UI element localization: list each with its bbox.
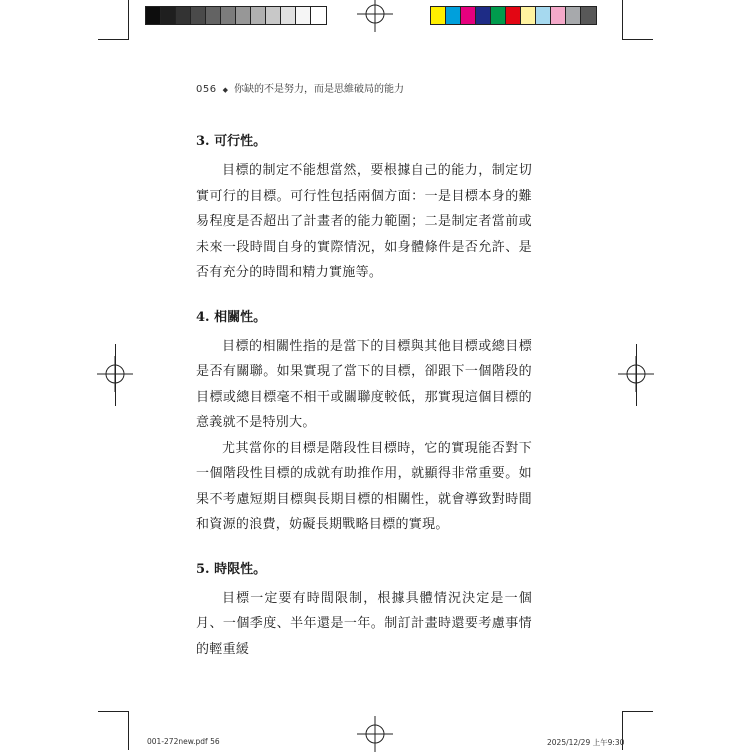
paragraph: 目標的制定不能想當然，要根據自己的能力，制定切實可行的目標。可行性包括兩個方面：一是目標本身的難易程度是否超出了計畫者的能力範圍；二是制定者當前或未來一段時間自身的實際情況，如身體條件是否允許、是否有充分的時間和精力實施等。 xyxy=(196,163,532,280)
section-heading: 4. 相關性。 xyxy=(196,309,267,325)
crop-mark-bottom-left-v xyxy=(128,711,129,750)
book-title: 你缺的不是努力，而是思維破局的能力 xyxy=(233,84,404,95)
color-calibration-bar xyxy=(430,6,597,25)
color-swatch xyxy=(446,7,461,24)
registration-line-left xyxy=(115,344,116,406)
registration-target-bottom-icon xyxy=(357,716,393,752)
crop-mark-top-left-v xyxy=(128,0,129,40)
gray-swatch xyxy=(206,7,221,24)
gray-swatch xyxy=(146,7,161,24)
color-swatch xyxy=(566,7,581,24)
color-swatch xyxy=(431,7,446,24)
gray-swatch xyxy=(311,7,326,24)
section-heading: 5. 時限性。 xyxy=(196,561,267,577)
running-header xyxy=(196,80,404,95)
gray-swatch xyxy=(281,7,296,24)
gray-swatch xyxy=(191,7,206,24)
grayscale-calibration-bar xyxy=(145,6,327,25)
registration-target-top-icon xyxy=(357,0,393,32)
registration-line-right xyxy=(636,344,637,406)
file-slug: 001-272new.pdf 56 xyxy=(147,737,220,746)
date-slug: 2025/12/29 上午9:30 xyxy=(547,738,625,747)
gray-swatch xyxy=(236,7,251,24)
gray-swatch xyxy=(251,7,266,24)
crop-mark-top-left-h xyxy=(98,39,129,40)
color-swatch xyxy=(521,7,536,24)
gray-swatch xyxy=(176,7,191,24)
color-swatch xyxy=(551,7,566,24)
crop-mark-bottom-right-h xyxy=(622,711,653,712)
color-swatch xyxy=(476,7,491,24)
color-swatch xyxy=(461,7,476,24)
crop-mark-top-right-h xyxy=(622,39,653,40)
color-swatch xyxy=(536,7,551,24)
paragraph: 目標一定要有時間限制，根據具體情況決定是一個月、一個季度、半年還是一年。制訂計畫時還要考慮事情的輕重緩 xyxy=(196,590,532,657)
color-swatch xyxy=(581,7,596,24)
color-swatch xyxy=(506,7,521,24)
gray-swatch xyxy=(296,7,311,24)
paragraph: 目標的相關性指的是當下的目標與其他目標或總目標是否有關聯。如果實現了當下的目標，卻跟下一個階段的目標或總目標毫不相干或關聯度較低，那實現這個目標的意義就不是特別大。 xyxy=(196,338,532,430)
crop-mark-top-right-v xyxy=(622,0,623,40)
color-swatch xyxy=(491,7,506,24)
page-number: 056 xyxy=(196,84,217,95)
crop-mark-bottom-left-h xyxy=(98,711,129,712)
paragraph: 尤其當你的目標是階段性目標時，它的實現能否對下一個階段性目標的成就有助推作用，就顯得非常重要。如果不考慮短期目標與長期目標的相關性，就會導致對時間和資源的浪費，妨礙長期戰略目標的實現。 xyxy=(196,440,532,532)
gray-swatch xyxy=(161,7,176,24)
gray-swatch xyxy=(221,7,236,24)
section-heading: 3. 可行性。 xyxy=(196,134,267,149)
gray-swatch xyxy=(266,7,281,24)
header-separator: ◆ xyxy=(222,86,228,94)
page-body xyxy=(196,132,532,662)
